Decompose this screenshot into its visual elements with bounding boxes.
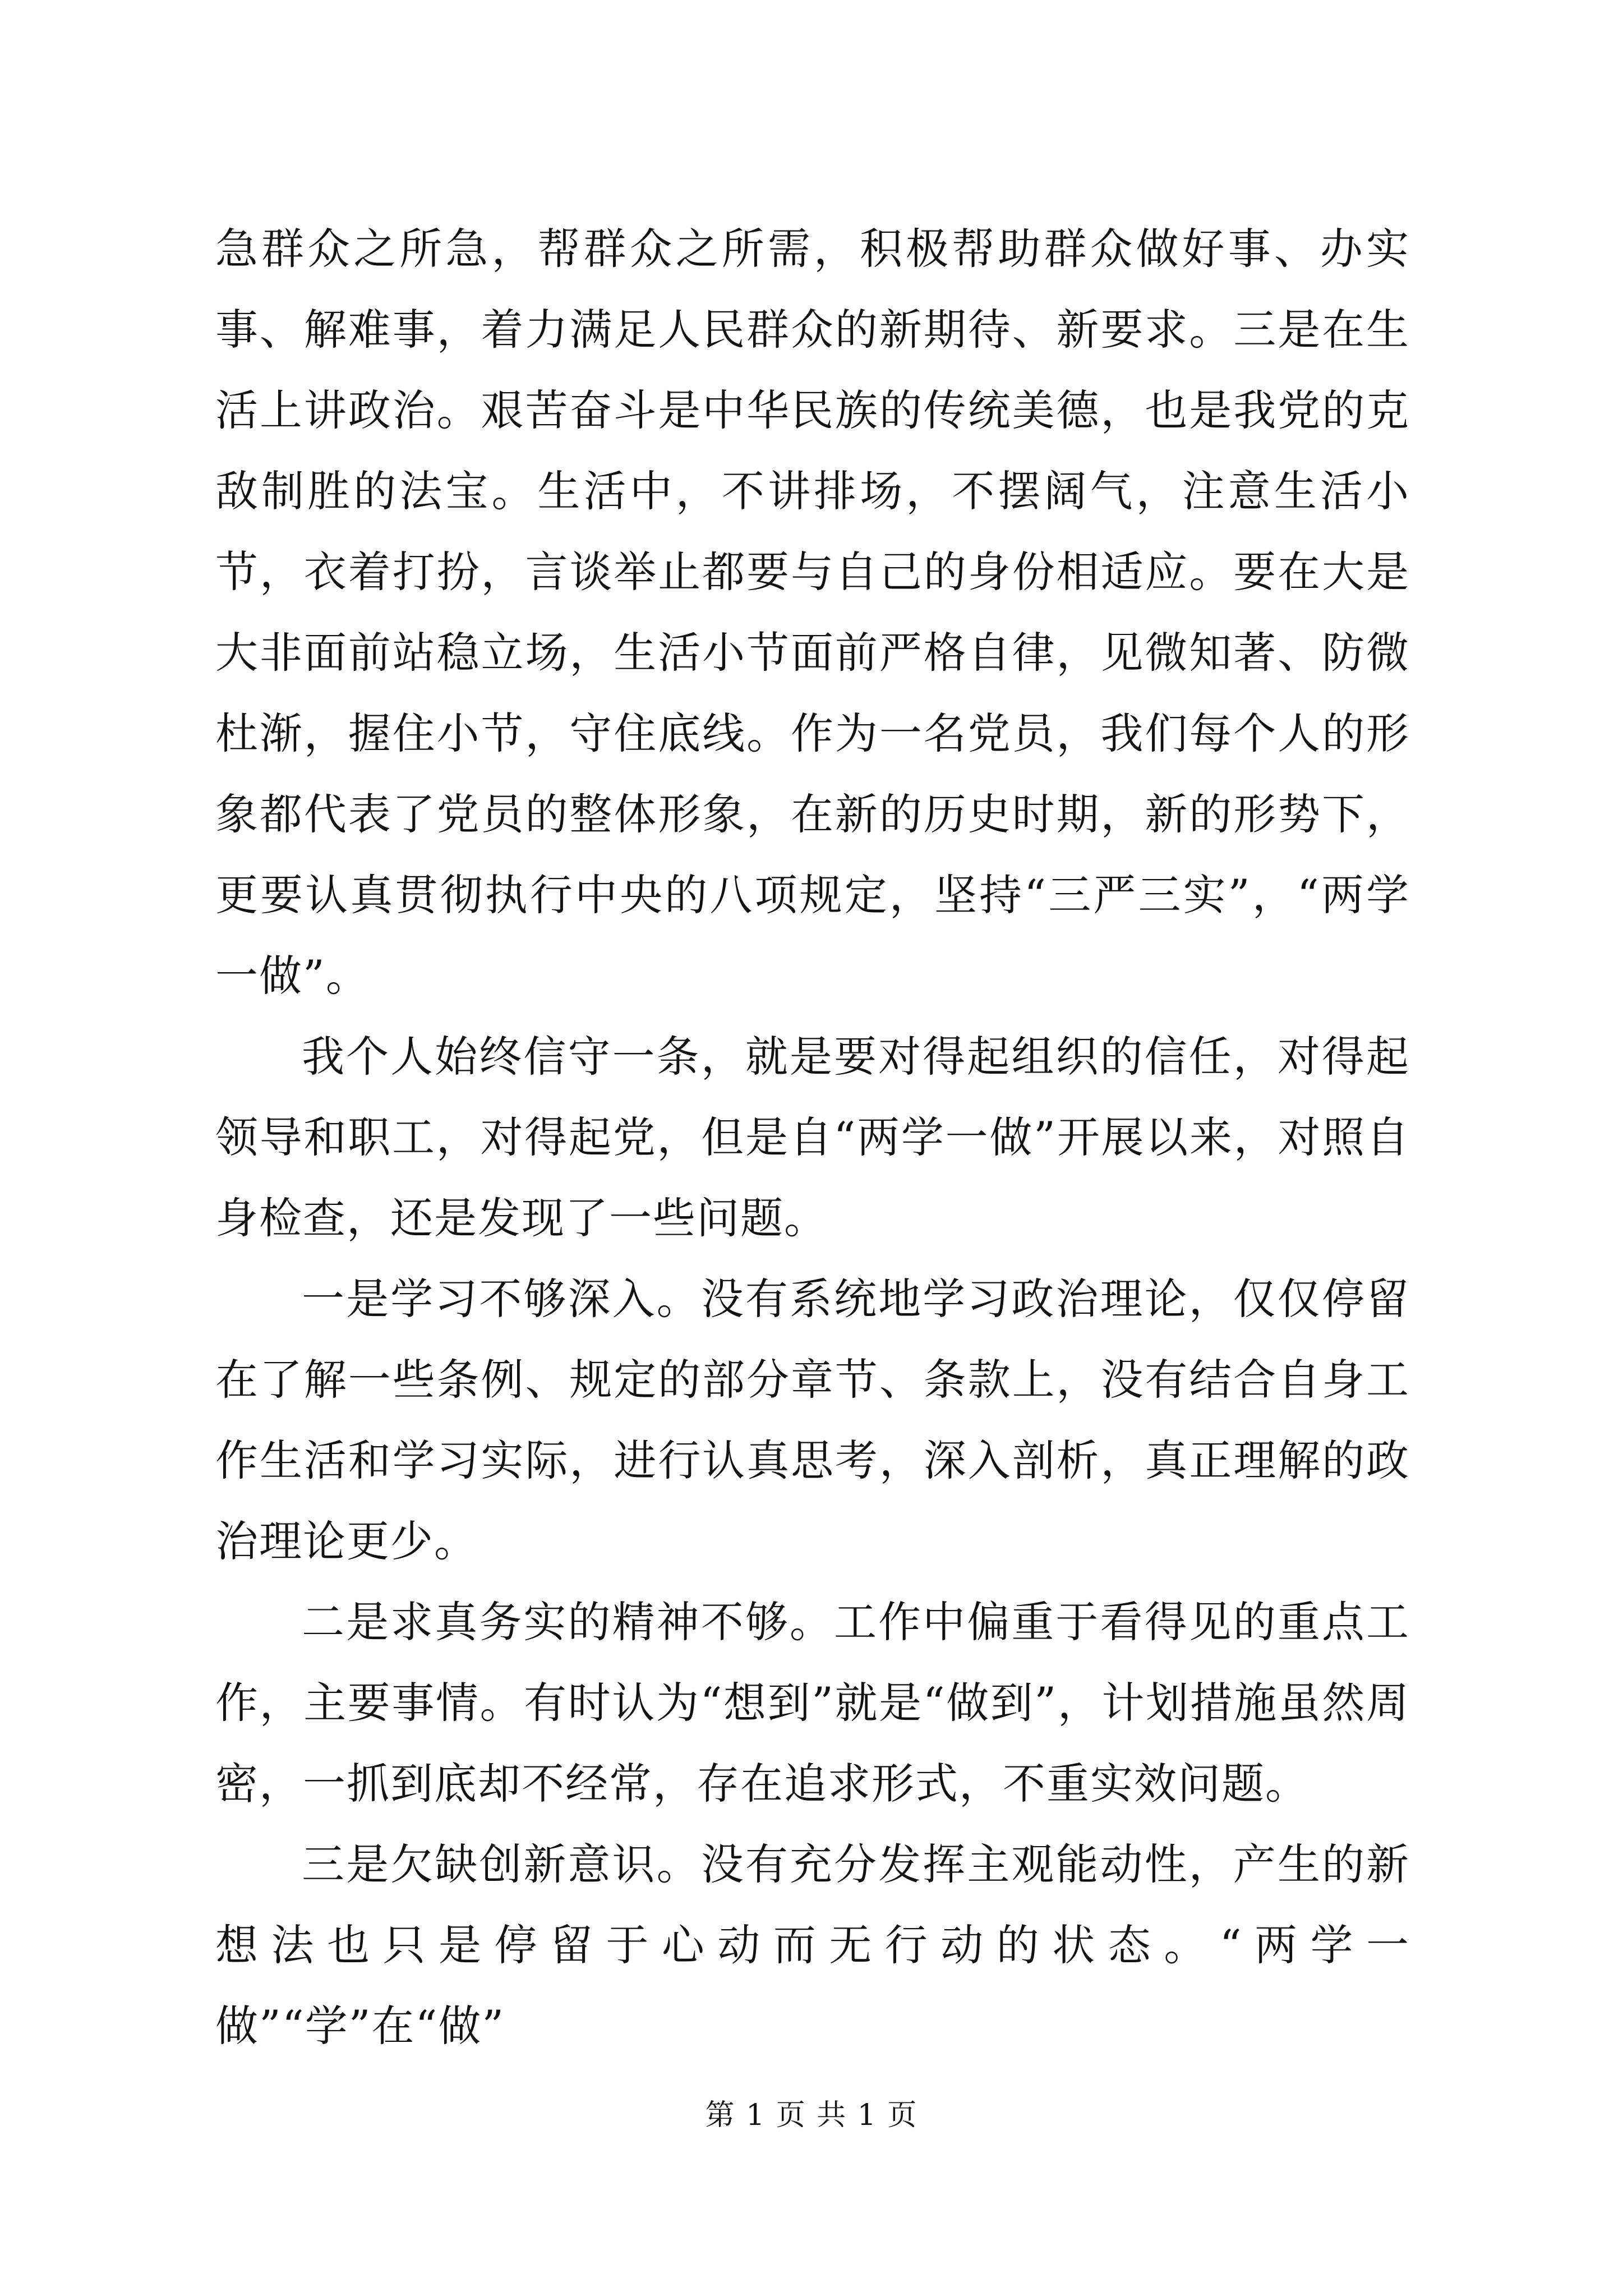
paragraph-problem-two: 二是求真务实的精神不够。工作中偏重于看得见的重点工作，主要事情。有时认为“想到”就是“做到”，计划措施虽然周密，一抓到底却不经常，存在追求形式，不重实效问题。 xyxy=(215,1597,1410,1809)
paragraph-problem-three: 三是欠缺创新意识。没有充分发挥主观能动性，产生的新想法也只是停留于心动而无行动的状态。“两学一做”“学”在“做” xyxy=(215,1839,1410,2051)
document-body xyxy=(215,209,1410,2067)
paragraph-problem-one: 一是学习不够深入。没有系统地学习政治理论，仅仅停留在了解一些条例、规定的部分章节、条款上，没有结合自身工作生活和学习实际，进行认真思考，深入剖析，真正理解的政治理论更少。 xyxy=(215,1274,1410,1566)
paragraph-self-check: 我个人始终信守一条，就是要对得起组织的信任，对得起领导和职工，对得起党，但是自“两学一做”开展以来，对照自身检查，还是发现了一些问题。 xyxy=(215,1032,1410,1243)
paragraph-continuation: 急群众之所急，帮群众之所需，积极帮助群众做好事、办实事、解难事，着力满足人民群众的新期待、新要求。三是在生活上讲政治。艰苦奋斗是中华民族的传统美德，也是我党的克敌制胜的法宝。生活中，不讲排场，不摆阔气，注意生活小节，衣着打扮，言谈举止都要与自己的身份相适应。要在大是大非面前站稳立场，生活小节面前严格自律，见微知著、防微杜渐，握住小节，守住底线。作为一名党员，我们每个人的形象都代表了党员的整体形象，在新的历史时期，新的形势下，更要认真贯彻执行中央的八项规定，坚持“三严三实”，“两学一做”。 xyxy=(215,224,1410,1001)
page-footer: 第 1 页 共 1 页 xyxy=(705,2099,918,2132)
